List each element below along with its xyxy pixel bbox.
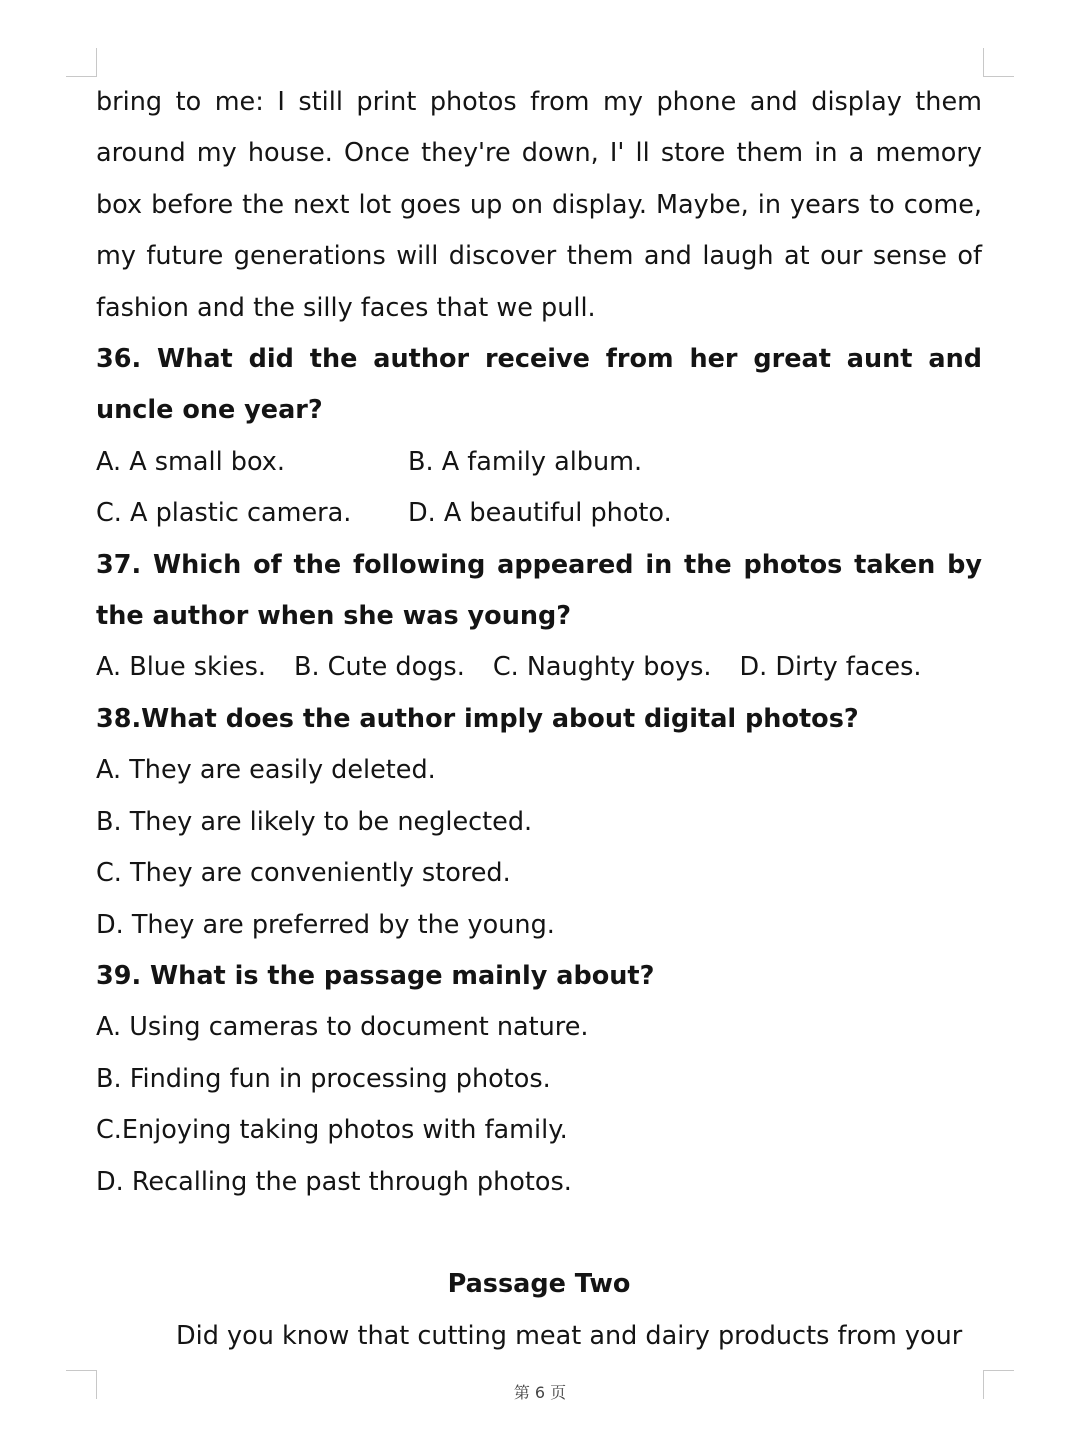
option-b: B. They are likely to be neglected.: [96, 806, 533, 837]
question-36: [96, 334, 982, 540]
passage-two-title: Passage Two: [447, 1269, 631, 1300]
option-c: C. Naughty boys.: [492, 652, 712, 683]
question-text: 39. What is the passage mainly about?: [96, 960, 655, 991]
options-row: [96, 642, 982, 693]
passage-paragraph: bring to me: I still print photos from my phone and display them around my house. Once they're down, I' ll store them in a memory box before the next lot goes up on display. Maybe, in years to come, my future generations will discover them and laugh at our sense of fashion and the silly faces that we pull.: [96, 87, 982, 323]
section-spacer: [96, 1208, 982, 1259]
option-c: C.Enjoying taking photos with family.: [96, 1115, 568, 1146]
option-a: A. A small box.: [96, 446, 285, 477]
question-37: [96, 540, 982, 694]
crop-mark-top-left: [66, 48, 97, 77]
option-c: C. They are conveniently stored.: [96, 858, 511, 889]
option-d: D. Recalling the past through photos.: [96, 1166, 572, 1197]
question-text: 38.What does the author imply about digital photos?: [96, 703, 859, 734]
option-a: A. Blue skies.: [96, 652, 266, 683]
option-b: B. Finding fun in processing photos.: [96, 1063, 551, 1094]
option-c: C. A plastic camera.: [96, 498, 352, 529]
option-a: A. They are easily deleted.: [96, 755, 436, 786]
question-text: 36. What did the author receive from her great aunt and uncle one year?: [96, 344, 982, 426]
option-b: B. Cute dogs.: [293, 652, 465, 683]
option-d: D. They are preferred by the young.: [96, 909, 555, 940]
page-number: 第 6 页: [513, 1383, 567, 1402]
crop-mark-top-right: [983, 48, 1014, 77]
option-a: A. Using cameras to document nature.: [96, 1012, 589, 1043]
question-text: 37. Which of the following appeared in the photos taken by the author when she was young?: [96, 549, 982, 632]
option-b: B. A family album.: [408, 446, 643, 477]
question-39: [96, 951, 982, 1208]
option-d: D. A beautiful photo.: [408, 498, 672, 529]
question-38: [96, 694, 982, 951]
option-d: D. Dirty faces.: [739, 652, 922, 683]
passage-two-first-line: Did you know that cutting meat and dairy products from your: [176, 1320, 963, 1351]
options-row: [96, 488, 982, 539]
options-row: [96, 437, 982, 488]
page-content: [96, 77, 982, 1362]
